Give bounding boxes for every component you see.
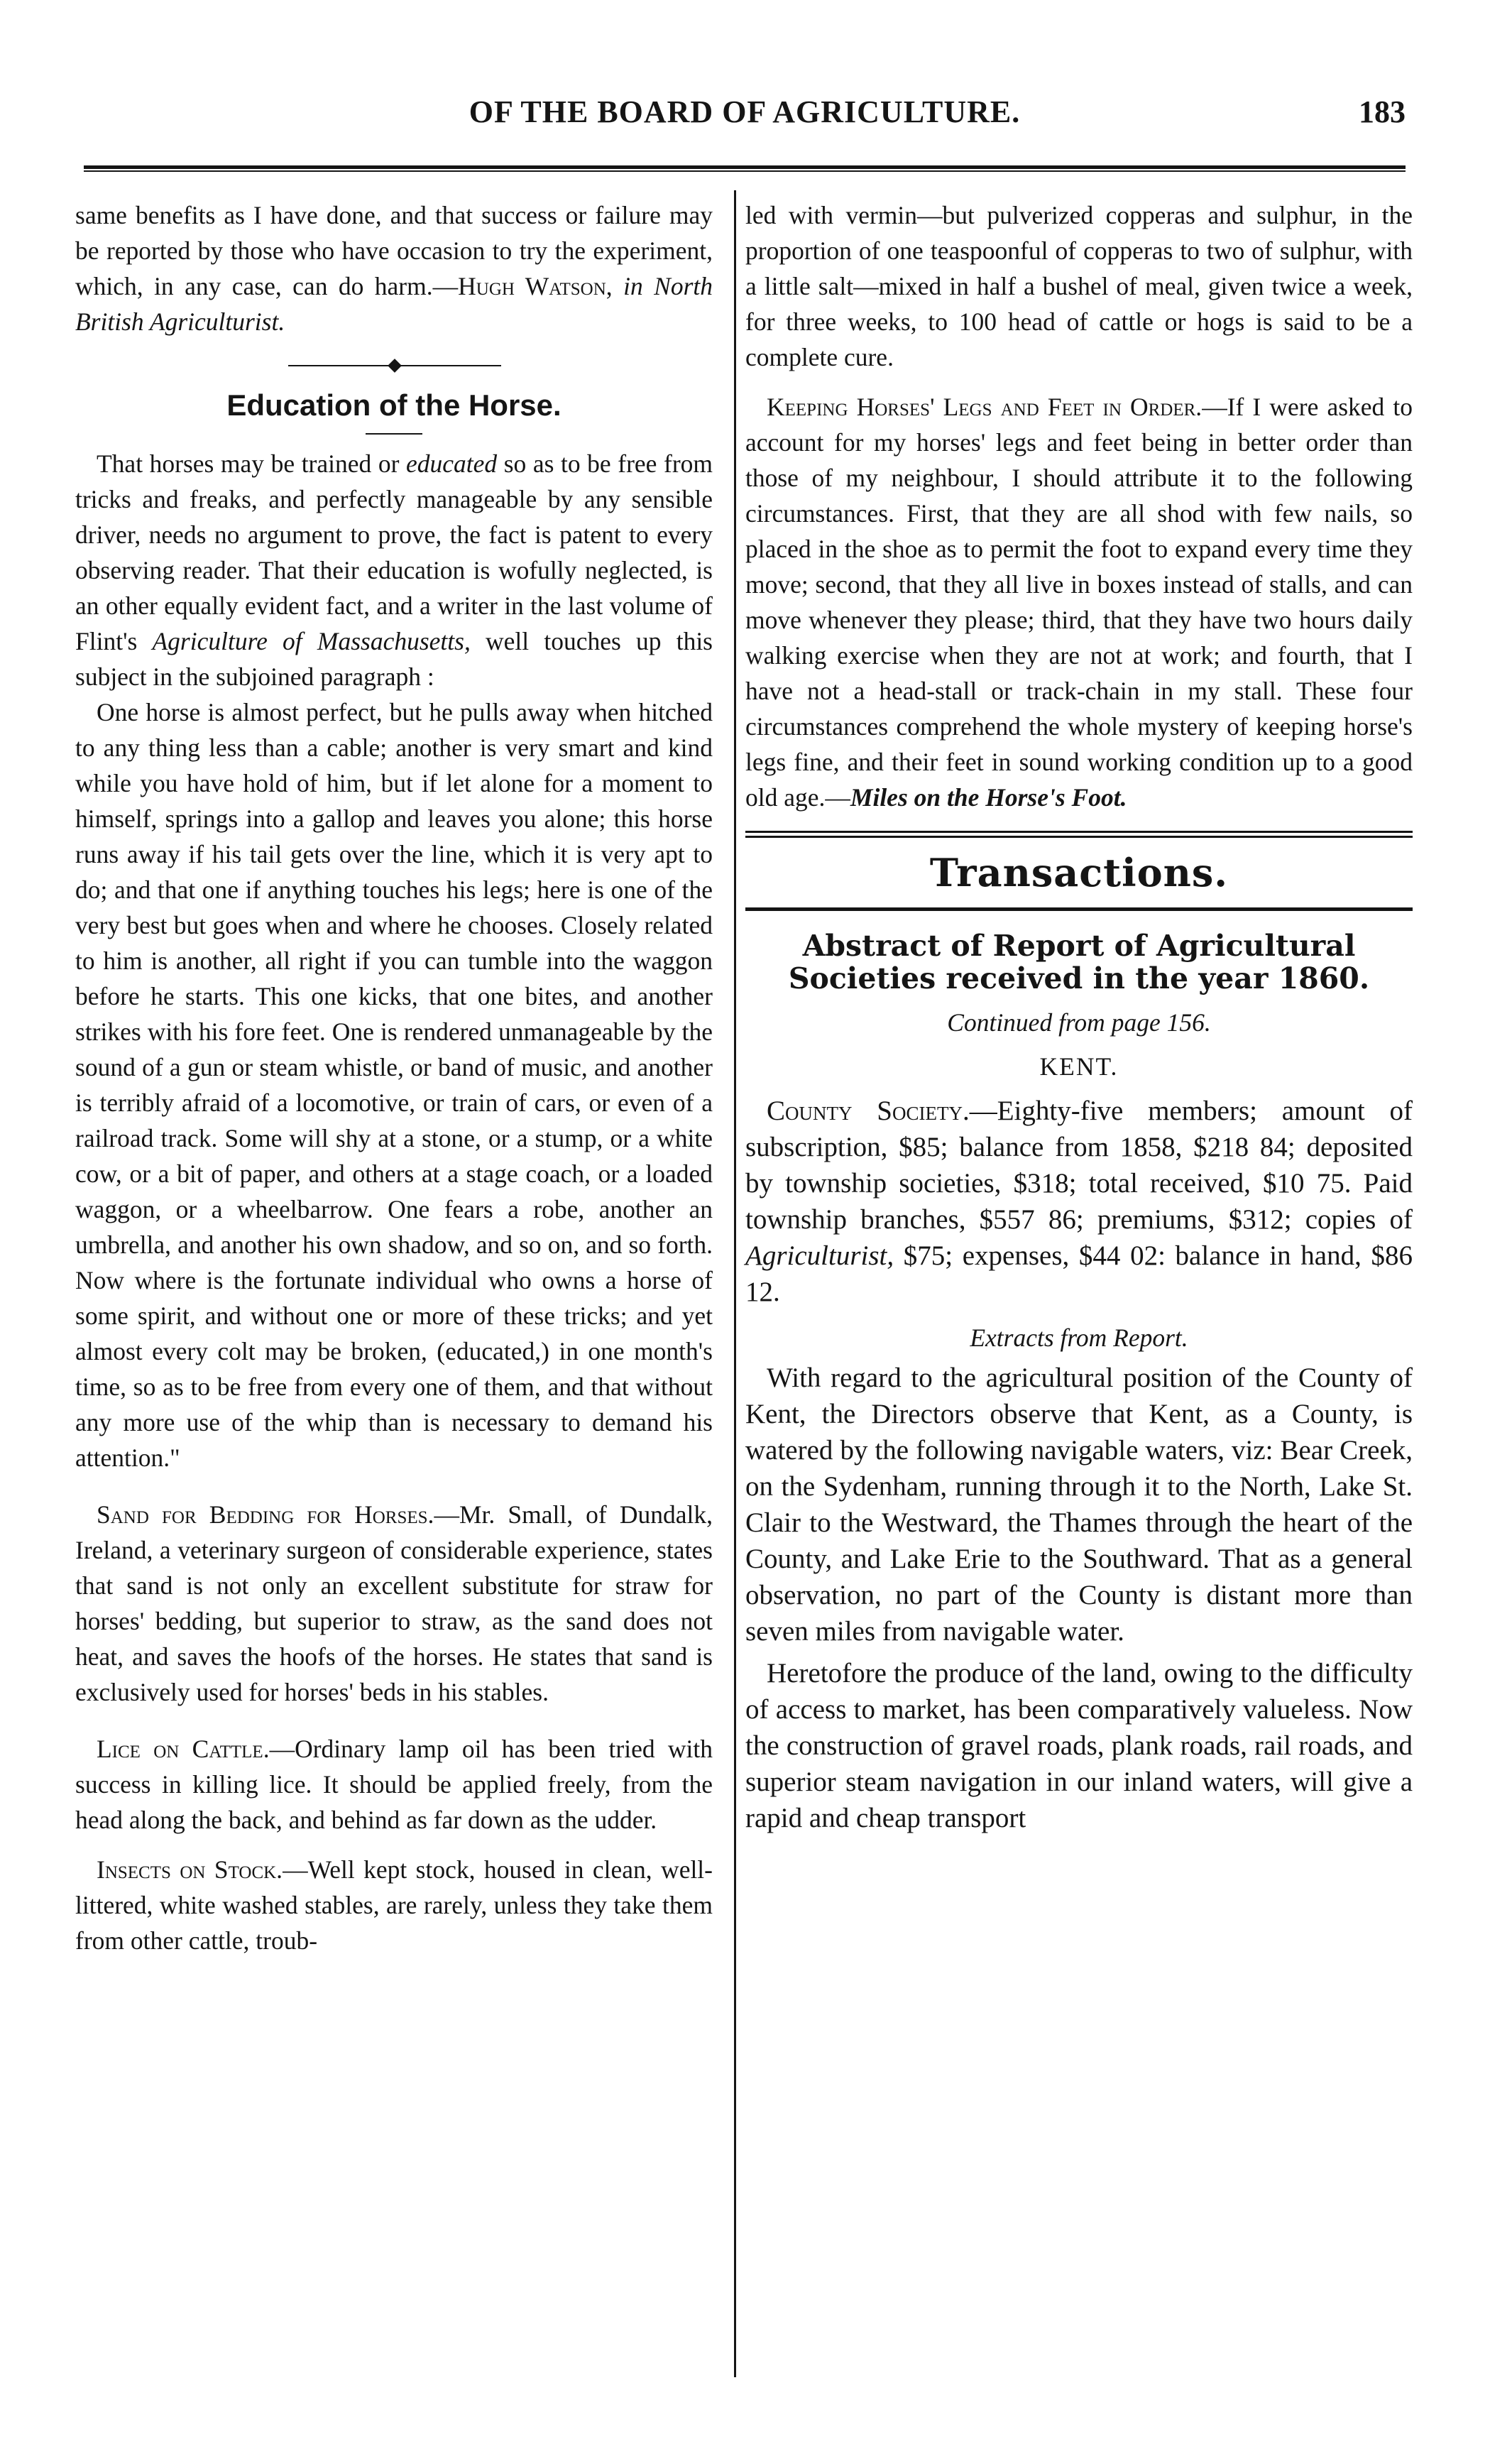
note-text: $75; expenses, $44 02: balance in hand, $86 12. <box>745 1240 1413 1307</box>
header-double-rule <box>84 165 1406 172</box>
spacer <box>75 1475 713 1497</box>
extracts-heading: Extracts from Report. <box>970 1324 1188 1352</box>
note-text: —Well kept stock, housed in clean, well-littered, white washed stables, are rarely, unless they take them from other cattle, troub- <box>75 1855 713 1955</box>
ornament-diamond <box>388 359 402 373</box>
article-paragraph: One horse is almost perfect, but he pulls away when hitched to any thing less than a cable; another is very smart and kind while you have hold of him, but if let alone for a moment to himself, springs into a gallop and leaves you alone; this horse runs away if his tail gets over the line, which it is very apt to do; and that one if anything touches his legs; here is one of the very best but goes when and where he chooses. Closely related to him is another, all right if you can tumble into the waggon before he starts. This one kicks, that one bites, and another strikes with his fore feet. One is rendered unmanageable by the sound of a gun or steam whistle, or band of music, and another is terribly afraid of a locomotive, or train of cars, or even of a railroad track. Some will shy at a stone, or a stump, or a white cow, or a bit of paper, and others at a stage coach, or a loaded waggon, or a wheelbarrow. One fears a robe, another an umbrella, and another his own shadow, and so on, and so forth. Now where is the fortunate individual who owns a horse of some spirit, and without one or more of these tricks; and yet almost every colt may be broken, (educated,) in one month's time, so as to be free from every one of them, and that without any more use of the whip than is necessary to demand his attention." <box>75 698 713 1472</box>
society-paragraph <box>745 1093 1413 1310</box>
spacer <box>75 1838 713 1852</box>
ornament-divider <box>75 352 713 381</box>
note-text: —Ordinary lamp oil has been tried with success in killing lice. It should be applied freely, from the head along the back, and behind as far down as the udder. <box>75 1735 713 1834</box>
spacer <box>745 375 1413 389</box>
note-paragraph <box>75 1731 713 1838</box>
section-rule <box>745 907 1413 911</box>
italic-title: Agriculture of Massachusetts, <box>152 627 471 655</box>
page-number: 183 <box>1359 94 1406 129</box>
report-paragraph: Heretofore the produce of the land, owing to the difficulty of access to market, has been comparatively valueless. Now the construction of gravel roads, plank roads, rail roads, and superior steam navigation in our inland waters, will give a rapid and cheap transport <box>745 1658 1413 1833</box>
column-divider <box>734 190 736 2377</box>
running-head <box>84 85 1406 135</box>
abstract-title: Abstract of Report of Agricultural Societies received in the year 1860. <box>788 929 1370 995</box>
italic-title: Agriculturist, <box>745 1240 894 1271</box>
continued-note: Continued from page 156. <box>947 1008 1211 1037</box>
note-paragraph <box>75 1852 713 1958</box>
note-lead: Lice on Cattle. <box>97 1735 270 1763</box>
spacer <box>75 1710 713 1731</box>
note-paragraph <box>745 389 1413 815</box>
note-text: —Mr. Small, of Dundalk, Ireland, a veterinary surgeon of considerable experience, states that sand is not only an excellent substitute for straw for horses' bedding, but superior to straw, as the sand does not heat, and saves the hoofs of the horses. He states that sand is exclusively used for horses' beds in his stables. <box>75 1500 713 1706</box>
note-lead: County Society. <box>767 1096 970 1126</box>
left-column <box>75 197 713 1958</box>
paragraph-text: so as to be free from tricks and freaks, and perfectly manageable by any sensible driver, needs no argument to prove, the fact is patent to every observing reader. That their education is wofully neglected, is an other equally evident fact, and a writer in the last volume of Flint's <box>75 449 713 655</box>
article-heading: Education of the Horse. <box>226 388 561 422</box>
article-paragraph <box>75 446 713 694</box>
paragraph-text: That horses may be trained or <box>97 449 406 478</box>
section-double-rule <box>745 831 1413 838</box>
continued-text: same benefits as I have done, and that success or failure may be reported by those who have occasion to try the experiment, which, in any case, can do harm.— <box>75 201 713 300</box>
spacer <box>745 1649 1413 1655</box>
source-citation: Miles on the Horse's Foot. <box>850 783 1127 812</box>
note-text: —If I were asked to account for my horses' legs and feet being in better order than those of my neighbour, I should attribute it to the following circumstances. First, that they are all shod with few nails, so placed in the shoe as to permit the foot to expand every time they move; second, that they all live in boxes instead of stalls, and can move whenever they please; third, that they have two hours daily walking exercise when they are not at work; and fourth, that I have not a head-stall or track-chain in my stall. These four circumstances comprehend the whole mystery of keeping horse's legs fine, and their feet in sound working condition up to a good old age.— <box>745 393 1413 812</box>
source-citation: in North British Agriculturist. <box>75 272 713 336</box>
running-title: OF THE BOARD OF AGRICULTURE. <box>469 94 1021 129</box>
italic-term: educated <box>405 449 498 478</box>
author-signature: Hugh Watson, <box>458 272 613 300</box>
note-paragraph <box>75 1497 713 1710</box>
right-column <box>745 197 1413 1836</box>
note-text: —Eighty-five members; amount of subscription, $85; balance from 1858, $218 84; deposited by township societies, $318; total received, $10 75. Paid township branches, $557 86; premiums, $312; copies of <box>745 1096 1413 1235</box>
note-lead: Insects on Stock. <box>97 1855 283 1884</box>
county-heading: KENT. <box>1039 1052 1119 1081</box>
continued-paragraph: led with vermin—but pulverized copperas and sulphur, in the proportion of one teaspoonful of copperas to two of sulphur, with a little salt—mixed in half a bushel of meal, given twice a week, for three weeks, to 100 head of cattle or hogs is said to be a complete cure. <box>745 201 1413 371</box>
note-lead: Keeping Horses' Legs and Feet in Order. <box>767 393 1203 421</box>
heading-rule <box>366 433 422 435</box>
note-lead: Sand for Bedding for Horses. <box>97 1500 434 1529</box>
paragraph-text: well touches up this subject in the subjoined paragraph : <box>75 627 713 691</box>
continued-paragraph <box>75 197 713 339</box>
report-paragraph: With regard to the agricultural position of the County of Kent, the Directors observe that Kent, as a County, is watered by the following navigable waters, viz: Bear Creek, on the Sydenham, running through it to the North, Lake St. Clair to the Westward, the Thames through the heart of the County, and Lake Erie to the Southward. That as a general observation, no part of the County is distant more than seven miles from navigable water. <box>745 1363 1413 1647</box>
section-title: Transactions. <box>929 850 1229 895</box>
